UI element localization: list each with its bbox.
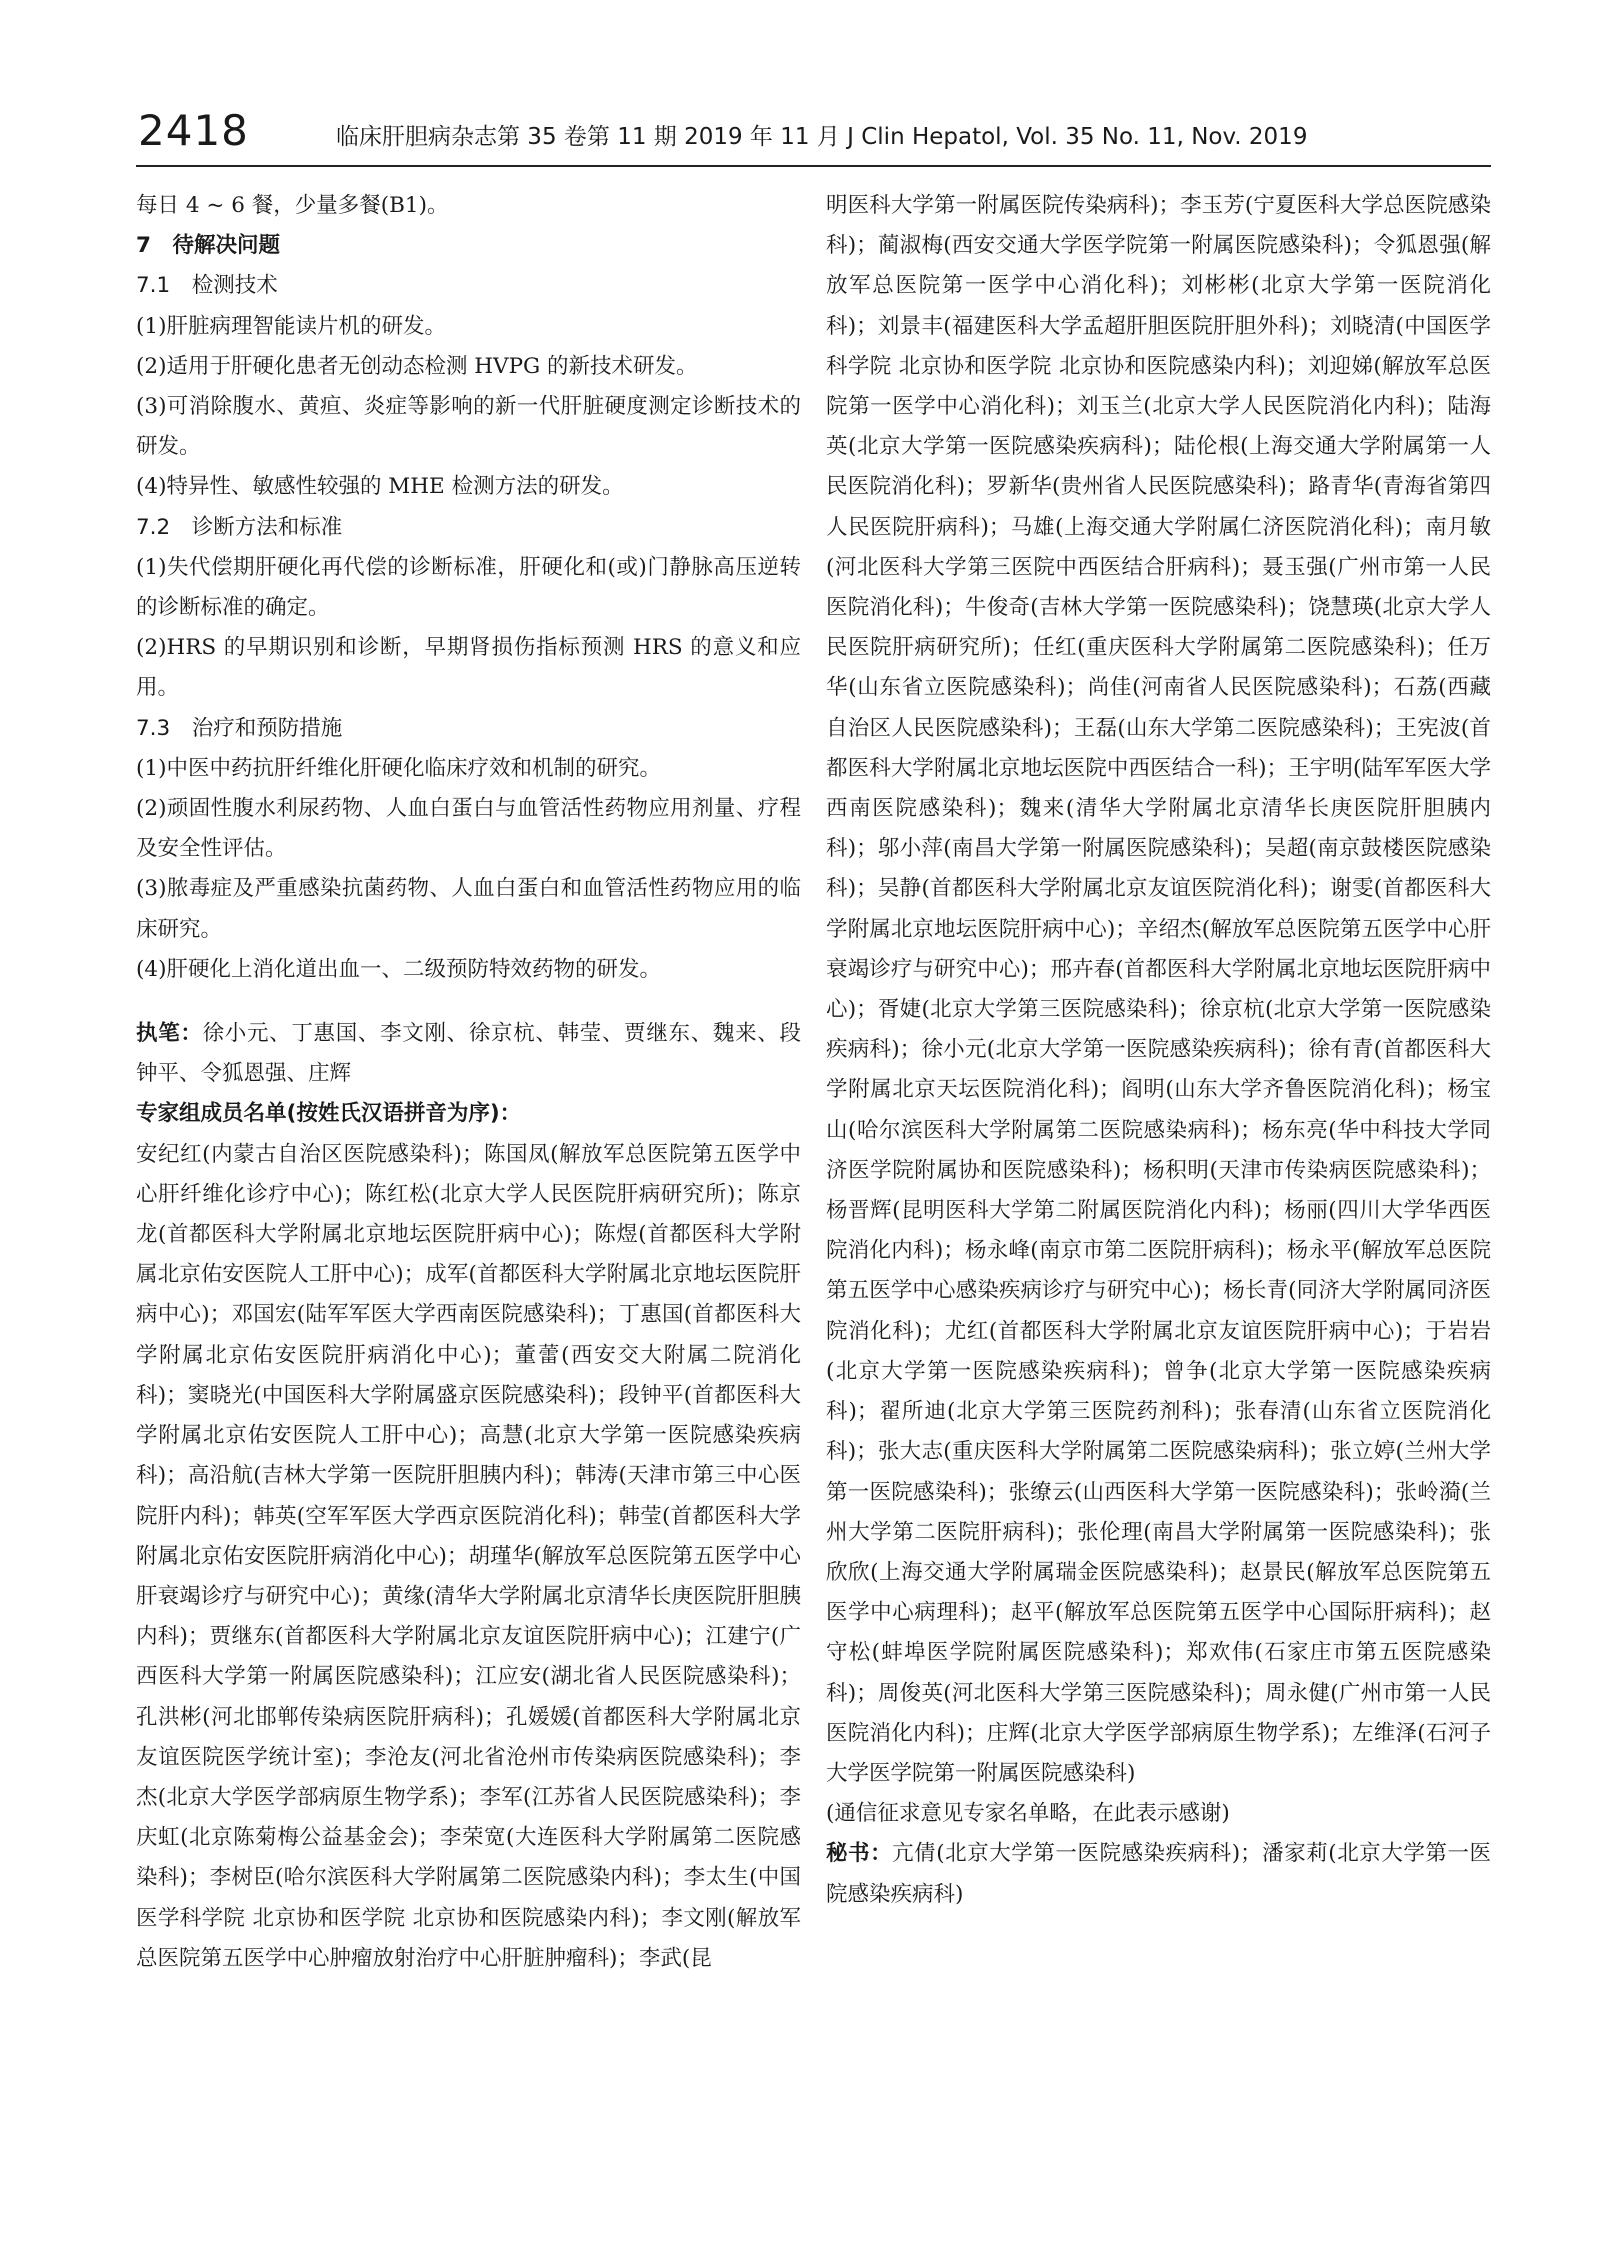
experts-heading: 专家组成员名单(按姓氏汉语拼音为序)：	[136, 1101, 522, 1127]
list-item: (4)特异性、敏感性较强的 MHE 检测方法的研发。	[136, 474, 624, 500]
authors-label: 执笔：	[136, 1021, 203, 1047]
list-item: (1)中医中药抗肝纤维化肝硬化临床疗效和机制的研究。	[136, 755, 661, 781]
thanks-note: (通信征求意见专家名单略，在此表示感谢)	[826, 1801, 1230, 1827]
authors-list: 徐小元、丁惠国、李文刚、徐京杭、韩莹、贾继东、魏来、段钟平、令狐恩强、庄辉	[136, 1021, 801, 1087]
subsection-title-7-2: 7.2 诊断方法和标准	[136, 514, 343, 540]
experts-list-continued: 明医科大学第一附属医院传染病科)；李玉芳(宁夏医科大学总医院感染科)；蔺淑梅(西安交通大学医学院第一附属医院感染科)；令狐恩强(解放军总医院第一医学中心消化科)；刘彬彬(北京大学第一医院消化科)；刘景丰(福建医科大学孟超肝胆医院肝胆外科)；刘晓清(中国医学科学院 北京协和医学院 北京协和医院感染内科)；刘迎娣(解放军总医院第一医学中心消化科)；刘玉兰(北京大学人民医院消化内科)；陆海英(北京大学第一医院感染疾病科)；陆伦根(上海交通大学附属第一人民医院消化科)；罗新华(贵州省人民医院感染科)；路青华(青海省第四人民医院肝病科)；马雄(上海交通大学附属仁济医院消化科)；南月敏(河北医科大学第三医院中西医结合肝病科)；聂玉强(广州市第一人民医院消化科)；牛俊奇(吉林大学第一医院感染科)；饶慧瑛(北京大学人民医院肝病研究所)；任红(重庆医科大学附属第二医院感染科)；任万华(山东省立医院感染科)；尚佳(河南省人民医院感染科)；石荔(西藏自治区人民医院感染科)；王磊(山东大学第二医院感染科)；王宪波(首都医科大学附属北京地坛医院中西医结合一科)；王宇明(陆军军医大学西南医院感染科)；魏来(清华大学附属北京清华长庚医院肝胆胰内科)；邬小萍(南昌大学第一附属医院感染科)；吴超(南京鼓楼医院感染科)；吴静(首都医科大学附属北京友谊医院消化科)；谢雯(首都医科大学附属北京地坛医院肝病中心)；辛绍杰(解放军总医院第五医学中心肝衰竭诊疗与研究中心)；邢卉春(首都医科大学附属北京地坛医院肝病中心)；胥婕(北京大学第三医院感染科)；徐京杭(北京大学第一医院感染疾病科)；徐小元(北京大学第一医院感染疾病科)；徐有青(首都医科大学附属北京天坛医院消化科)；阎明(山东大学齐鲁医院消化科)；杨宝山(哈尔滨医科大学附属第二医院感染病科)；杨东亮(华中科技大学同济医学院附属协和医院感染科)；杨积明(天津市传染病医院感染科)；杨晋辉(昆明医科大学第二附属医院消化内科)；杨丽(四川大学华西医院消化内科)；杨永峰(南京市第二医院肝病科)；杨永平(解放军总医院第五医学中心感染疾病诊疗与研究中心)；杨长青(同济大学附属同济医院消化科)；尤红(首都医科大学附属北京友谊医院肝病中心)；于岩岩(北京大学第一医院感染疾病科)；曾争(北京大学第一医院感染疾病科)；翟所迪(北京大学第三医院药剂科)；张春清(山东省立医院消化科)；张大志(重庆医科大学附属第二医院感染病科)；张立婷(兰州大学第一医院感染科)；张缭云(山西医科大学第一医院感染科)；张岭漪(兰州大学第二医院肝病科)；张伦理(南昌大学附属第一医院感染科)；张欣欣(上海交通大学附属瑞金医院感染科)；赵景民(解放军总医院第五医学中心病理科)；赵平(解放军总医院第五医学中心国际肝病科)；赵守松(蚌埠医学院附属医院感染科)；郑欢伟(石家庄市第五医院感染科)；周俊英(河北医科大学第三医院感染科)；周永健(广州市第一人民医院消化内科)；庄辉(北京大学医学部病原生物学系)；左维泽(石河子大学医学院第一附属医院感染科)	[826, 193, 1491, 1786]
page-header	[136, 106, 1491, 156]
list-item: (2)顽固性腹水利尿药物、人血白蛋白与血管活性药物应用剂量、疗程及安全性评估。	[136, 796, 801, 862]
list-item: (4)肝硬化上消化道出血一、二级预防特效药物的研发。	[136, 956, 661, 982]
page-number: 2418	[138, 106, 249, 155]
header-rule	[136, 165, 1491, 167]
right-column	[826, 186, 1491, 1915]
intro-text: 每日 4 ~ 6 餐，少量多餐(B1)。	[136, 193, 449, 218]
list-item: (1)失代偿期肝硬化再代偿的诊断标准，肝硬化和(或)门静脉高压逆转的诊断标准的确定。	[136, 554, 801, 621]
secretary-label: 秘书：	[826, 1841, 893, 1867]
subsection-title-7-3: 7.3 治疗和预防措施	[136, 715, 343, 741]
secretary-list: 亢倩(北京大学第一医院感染疾病科)；潘家莉(北京大学第一医院感染疾病科)	[826, 1841, 1491, 1907]
journal-citation: 临床肝胆病杂志第 35 卷第 11 期 2019 年 11 月 J Clin Hepatol, Vol. 35 No. 11, Nov. 2019	[336, 124, 1308, 150]
authors-paragraph	[136, 1014, 801, 1094]
list-item: (2)HRS 的早期识别和诊断，早期肾损伤指标预测 HRS 的意义和应用。	[136, 635, 801, 701]
left-column	[136, 186, 801, 1979]
list-item: (2)适用于肝硬化患者无创动态检测 HVPG 的新技术研发。	[136, 353, 698, 379]
experts-list: 安纪红(内蒙古自治区医院感染科)；陈国凤(解放军总医院第五医学中心肝纤维化诊疗中心)；陈红松(北京大学人民医院肝病研究所)；陈京龙(首都医科大学附属北京地坛医院肝病中心)；陈煜(首都医科大学附属北京佑安医院人工肝中心)；成军(首都医科大学附属北京地坛医院肝病中心)；邓国宏(陆军军医大学西南医院感染科)；丁惠国(首都医科大学附属北京佑安医院肝病消化中心)；董蕾(西安交大附属二院消化科)；窦晓光(中国医科大学附属盛京医院感染科)；段钟平(首都医科大学附属北京佑安医院人工肝中心)；高慧(北京大学第一医院感染疾病科)；高沿航(吉林大学第一医院肝胆胰内科)；韩涛(天津市第三中心医院肝内科)；韩英(空军军医大学西京医院消化科)；韩莹(首都医科大学附属北京佑安医院肝病消化中心)；胡瑾华(解放军总医院第五医学中心肝衰竭诊疗与研究中心)；黄缘(清华大学附属北京清华长庚医院肝胆胰内科)；贾继东(首都医科大学附属北京友谊医院肝病中心)；江建宁(广西医科大学第一附属医院感染科)；江应安(湖北省人民医院感染科)；孔洪彬(河北邯郸传染病医院肝病科)；孔媛媛(首都医科大学附属北京友谊医院医学统计室)；李沧友(河北省沧州市传染病医院感染科)；李杰(北京大学医学部病原生物学系)；李军(江苏省人民医院感染科)；李庆虹(北京陈菊梅公益基金会)；李荣宽(大连医科大学附属第二医院感染科)；李树臣(哈尔滨医科大学附属第二医院感染内科)；李太生(中国医学科学院 北京协和医学院 北京协和医院感染内科)；李文刚(解放军总医院第五医学中心肿瘤放射治疗中心肝脏肿瘤科)；李武(昆	[136, 1141, 801, 1971]
list-item: (3)脓毒症及严重感染抗菌药物、人血白蛋白和血管活性药物应用的临床研究。	[136, 876, 801, 942]
subsection-title-7-1: 7.1 检测技术	[136, 273, 278, 299]
secretary-paragraph	[826, 1834, 1491, 1914]
list-item: (3)可消除腹水、黄疸、炎症等影响的新一代肝脏硬度测定诊断技术的研发。	[136, 394, 801, 460]
section-title: 7 待解决问题	[136, 233, 280, 259]
list-item: (1)肝脏病理智能读片机的研发。	[136, 313, 446, 339]
spacer	[136, 990, 801, 1014]
